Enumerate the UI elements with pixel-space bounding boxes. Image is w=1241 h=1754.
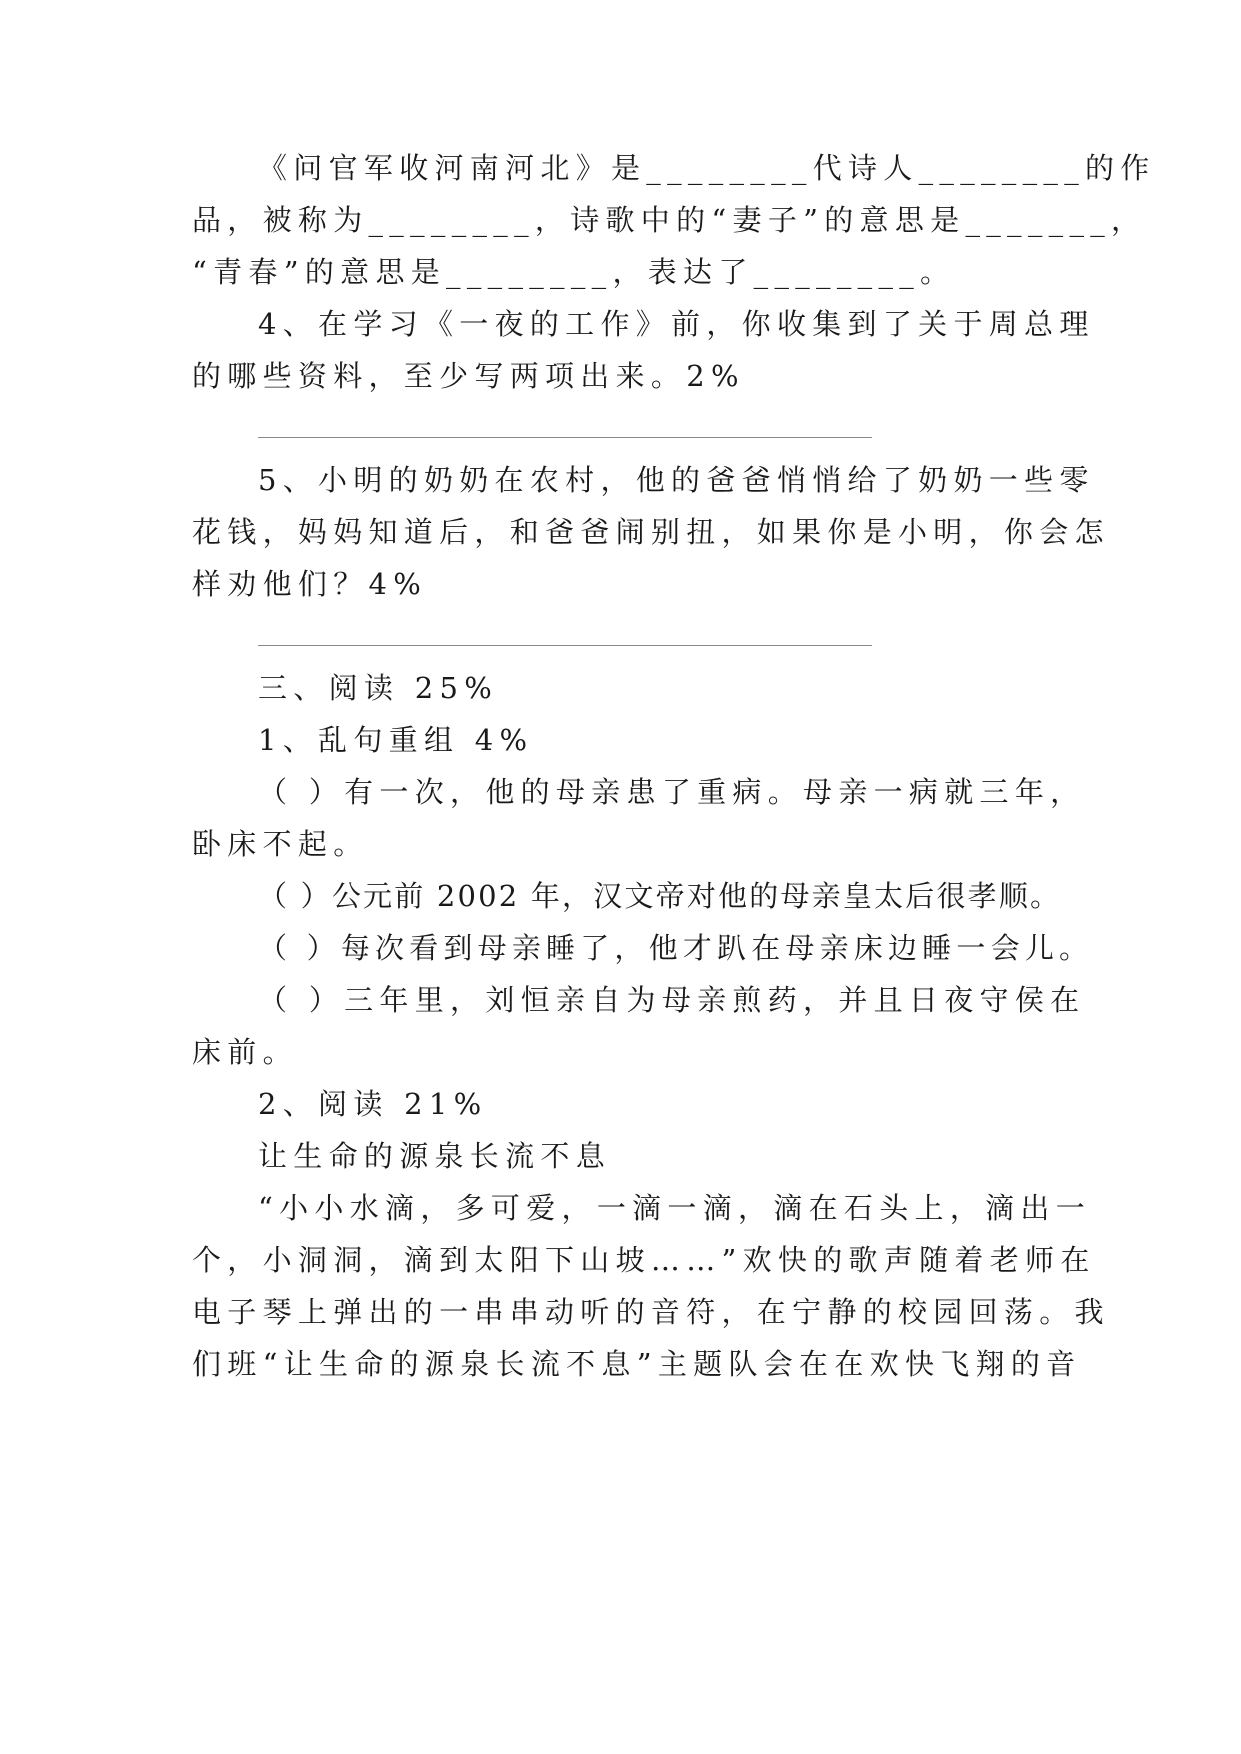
answer-line-q5	[258, 645, 872, 646]
question-4-line-2: 的哪些资料，至少写两项出来。2%	[192, 359, 745, 393]
question-5-line-2: 花钱，妈妈知道后，和爸爸闹别扭，如果你是小明，你会怎	[192, 515, 1110, 549]
question-5-line-3: 样劝他们？4%	[192, 567, 428, 601]
article-title: 让生命的源泉长流不息	[258, 1139, 612, 1173]
article-line-4: 们班“让生命的源泉长流不息”主题队会在在欢快飞翔的音	[192, 1347, 1082, 1381]
section-3-heading: 三、阅读 25%	[258, 671, 499, 705]
question-4-line-1: 4、在学习《一夜的工作》前，你收集到了关于周总理	[258, 307, 1095, 341]
poem-question-line-3: “青春”的意思是________，表达了________。	[192, 255, 956, 289]
reorder-sentence-4-line-1: （ ）三年里，刘恒亲自为母亲煎药，并且日夜守侯在	[258, 983, 1086, 1017]
reorder-sentence-3: （ ）每次看到母亲睡了，他才趴在母亲床边睡一会儿。	[258, 931, 1094, 965]
poem-question-line-1: 《问官军收河南河北》是________代诗人________的作	[258, 151, 1156, 185]
reorder-sentence-1-line-2: 卧床不起。	[192, 827, 369, 861]
article-line-3: 电子琴上弹出的一串串动听的音符，在宁静的校园回荡。我	[192, 1295, 1110, 1329]
reorder-sentence-1-line-1: （ ）有一次，他的母亲患了重病。母亲一病就三年，	[258, 775, 1086, 809]
reading-heading: 2、阅读 21%	[258, 1087, 488, 1121]
reorder-sentence-4-line-2: 床前。	[192, 1035, 298, 1069]
reorder-sentence-2: （ ）公元前 2002 年，汉文帝对他的母亲皇太后很孝顺。	[258, 879, 1062, 913]
article-line-2: 个，小洞洞，滴到太阳下山坡……”欢快的歌声随着老师在	[192, 1243, 1096, 1277]
answer-line-q4	[258, 437, 872, 438]
article-line-1: “小小水滴，多可爱，一滴一滴，滴在石头上，滴出一	[258, 1191, 1092, 1225]
poem-question-line-2: 品，被称为________，诗歌中的“妻子”的意思是_______，	[192, 203, 1147, 237]
question-5-line-1: 5、小明的奶奶在农村，他的爸爸悄悄给了奶奶一些零	[258, 463, 1095, 497]
reorder-heading: 1、乱句重组 4%	[258, 723, 534, 757]
